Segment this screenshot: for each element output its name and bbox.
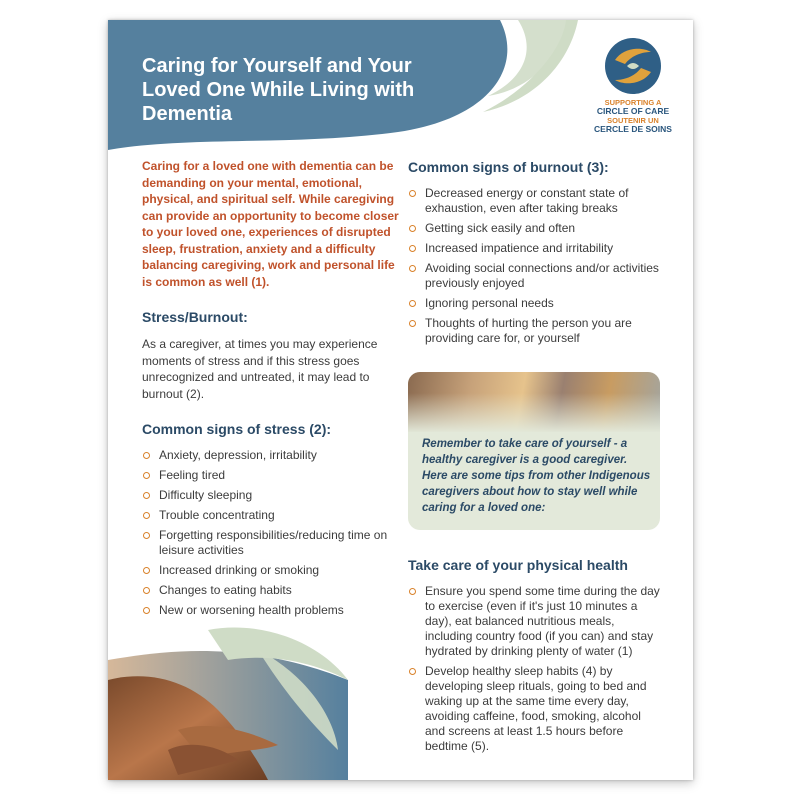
bullet-circle-icon xyxy=(409,265,416,272)
signs-of-burnout-heading: Common signs of burnout (3): xyxy=(408,159,609,175)
right-column xyxy=(408,158,664,759)
logo-line-3: SOUTENIR UN xyxy=(607,116,659,125)
stress-burnout-heading: Stress/Burnout: xyxy=(142,309,248,325)
document-page xyxy=(108,20,693,780)
logo-line-4: CERCLE DE SOINS xyxy=(594,124,672,134)
list-item: Feeling tired xyxy=(142,468,402,483)
logo-line-2: CIRCLE OF CARE xyxy=(596,106,670,116)
physical-health-list xyxy=(408,584,664,754)
list-item: Trouble concentrating xyxy=(142,508,402,523)
bullet-circle-icon xyxy=(143,587,150,594)
list-item: Decreased energy or constant state of exhaustion, even after taking breaks xyxy=(408,186,664,216)
list-item: Difficulty sleeping xyxy=(142,488,402,503)
bullet-circle-icon xyxy=(143,452,150,459)
bullet-circle-icon xyxy=(409,588,416,595)
bullet-circle-icon xyxy=(143,472,150,479)
bullet-circle-icon xyxy=(143,607,150,614)
list-item: Avoiding social connections and/or activities previously enjoyed xyxy=(408,261,664,291)
signs-of-stress-heading: Common signs of stress (2): xyxy=(142,421,332,437)
callout-box xyxy=(408,372,660,530)
holding-hands-photo xyxy=(108,620,348,780)
supporting-circle-of-care-logo xyxy=(588,38,678,134)
water-ripple-photo xyxy=(408,372,660,432)
bullet-circle-icon xyxy=(409,225,416,232)
list-item: Increased drinking or smoking xyxy=(142,563,402,578)
list-item: Develop healthy sleep habits (4) by developing sleep rituals, going to bed and waking up at the same time every day, avoiding caffeine, food, smoking, alcohol and screens at least 1.5 hours before bedtime (5). xyxy=(408,664,664,754)
bullet-circle-icon xyxy=(409,300,416,307)
list-item: Increased impatience and irritability xyxy=(408,241,664,256)
callout-text: Remember to take care of yourself - a healthy caregiver is a good caregiver. Here are some tips from other Indigenous caregivers about how to stay well while caring for a loved one: xyxy=(422,438,651,514)
list-item: Changes to eating habits xyxy=(142,583,402,598)
list-item: Ignoring personal needs xyxy=(408,296,664,311)
bullet-circle-icon xyxy=(409,668,416,675)
signs-of-stress-list xyxy=(142,448,402,618)
bullet-circle-icon xyxy=(143,567,150,574)
bullet-circle-icon xyxy=(409,190,416,197)
stress-burnout-body: As a caregiver, at times you may experience moments of stress and if this stress goes unrecognized and untreated, it may lead to burnout (2). xyxy=(142,337,378,401)
physical-health-heading: Take care of your physical health xyxy=(408,557,628,573)
left-column xyxy=(142,158,402,623)
list-item: Ensure you spend some time during the day to exercise (even if it's just 10 minutes a day), eat balanced nutritious meals, including country food (if you can) and stay hydrated by drinking plenty of water (1) xyxy=(408,584,664,659)
list-item: New or worsening health problems xyxy=(142,603,402,618)
bullet-circle-icon xyxy=(409,245,416,252)
bullet-circle-icon xyxy=(143,492,150,499)
list-item: Forgetting responsibilities/reducing time on leisure activities xyxy=(142,528,402,558)
list-item: Thoughts of hurting the person you are providing care for, or yourself xyxy=(408,316,664,346)
intro-paragraph: Caring for a loved one with dementia can be demanding on your mental, emotional, physical, and spiritual self. While caregiving can provide an opportunity to become closer to your loved one, experiences of disrupted sleep, frustration, anxiety and a difficulty balancing caregiving, work and personal life is common as well (1). xyxy=(142,159,399,289)
logo-line-1: SUPPORTING A xyxy=(604,98,662,107)
signs-of-burnout-list xyxy=(408,186,664,346)
bullet-circle-icon xyxy=(143,532,150,539)
bullet-circle-icon xyxy=(409,320,416,327)
page-title: Caring for Yourself and Your Loved One While Living with Dementia xyxy=(142,55,415,125)
list-item: Anxiety, depression, irritability xyxy=(142,448,402,463)
list-item: Getting sick easily and often xyxy=(408,221,664,236)
logo-emblem-icon xyxy=(605,38,661,94)
bullet-circle-icon xyxy=(143,512,150,519)
